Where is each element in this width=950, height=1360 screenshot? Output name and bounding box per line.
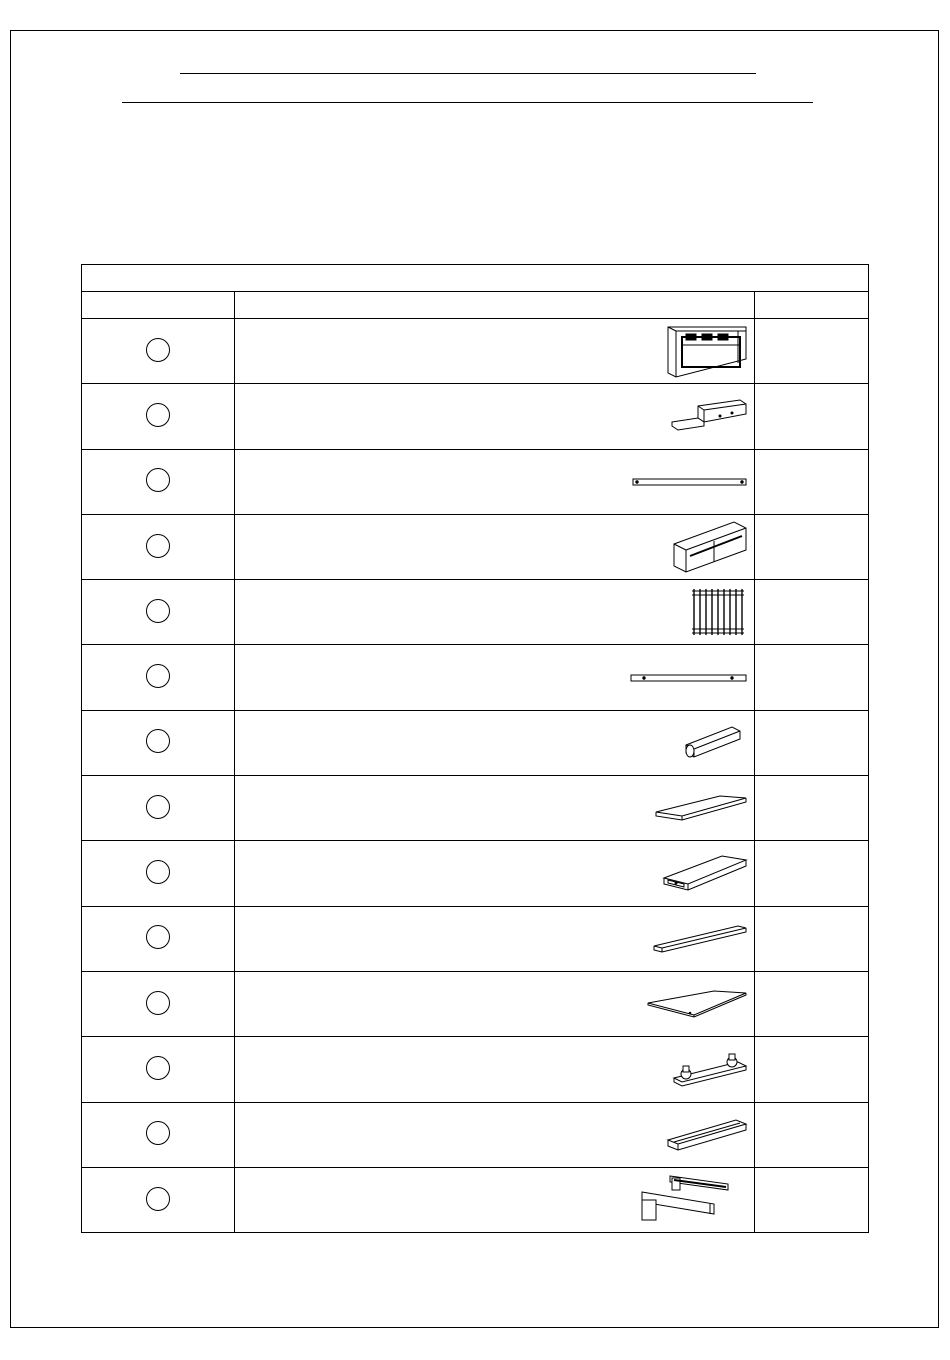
- part-quantity: [755, 1102, 869, 1167]
- header-description: [235, 292, 755, 319]
- part-number-circle: [146, 795, 170, 819]
- part-quantity: [755, 645, 869, 710]
- part-quantity: [755, 580, 869, 645]
- drilled-shelf-board-icon: [662, 854, 748, 894]
- thin-slat-bar-icon: [632, 477, 748, 487]
- side-rail-bracket-icon: [668, 396, 748, 436]
- flat-panel-icon: [646, 989, 748, 1019]
- headboard-panel-icon: [666, 323, 748, 379]
- part-quantity: [755, 384, 869, 449]
- part-number-circle: [146, 599, 170, 623]
- part-number-circle: [146, 534, 170, 558]
- part-quantity: [755, 1167, 869, 1232]
- table-row: [82, 710, 869, 775]
- part-quantity: [755, 841, 869, 906]
- title-line-2: [122, 102, 813, 103]
- thin-board-icon: [654, 794, 748, 822]
- part-number-circle: [146, 860, 170, 884]
- part-quantity: [755, 971, 869, 1036]
- part-quantity: [755, 449, 869, 514]
- square-leg-post-icon: [682, 723, 748, 763]
- part-number-circle: [146, 729, 170, 753]
- part-number-circle: [146, 1056, 170, 1080]
- part-quantity: [755, 710, 869, 775]
- part-quantity: [755, 906, 869, 971]
- table-row: [82, 1037, 869, 1102]
- part-quantity: [755, 776, 869, 841]
- part-number-circle: [146, 664, 170, 688]
- slat-bundle-icon: [688, 585, 748, 639]
- rail-and-bracket-set-icon: [638, 1174, 748, 1226]
- parts-list-table: [81, 264, 869, 1233]
- header-quantity: [755, 292, 869, 319]
- table-header-row: [82, 292, 869, 319]
- part-number-circle: [146, 1121, 170, 1145]
- support-bar-icon: [630, 673, 748, 683]
- table-row: [82, 384, 869, 449]
- table-row: [82, 514, 869, 579]
- narrow-board-icon: [652, 924, 748, 954]
- table-row: [82, 841, 869, 906]
- table-row: [82, 580, 869, 645]
- title-line-1: [180, 73, 756, 74]
- table-caption: [82, 265, 869, 292]
- table-row: [82, 645, 869, 710]
- table-row: [82, 776, 869, 841]
- part-quantity: [755, 319, 869, 384]
- table-row: [82, 319, 869, 384]
- table-row: [82, 449, 869, 514]
- table-row: [82, 971, 869, 1036]
- part-number-circle: [146, 991, 170, 1015]
- table-caption-row: [82, 265, 869, 292]
- table-row: [82, 1167, 869, 1232]
- part-quantity: [755, 514, 869, 579]
- table-row: [82, 906, 869, 971]
- part-number-circle: [146, 468, 170, 492]
- part-number-circle: [146, 925, 170, 949]
- part-quantity: [755, 1037, 869, 1102]
- part-number-circle: [146, 1187, 170, 1211]
- part-number-circle: [146, 338, 170, 362]
- footboard-box-icon: [672, 518, 748, 576]
- header-part-no: [82, 292, 235, 319]
- table-row: [82, 1102, 869, 1167]
- caster-rail-icon: [672, 1050, 748, 1088]
- part-number-circle: [146, 403, 170, 427]
- channel-rail-icon: [666, 1118, 748, 1152]
